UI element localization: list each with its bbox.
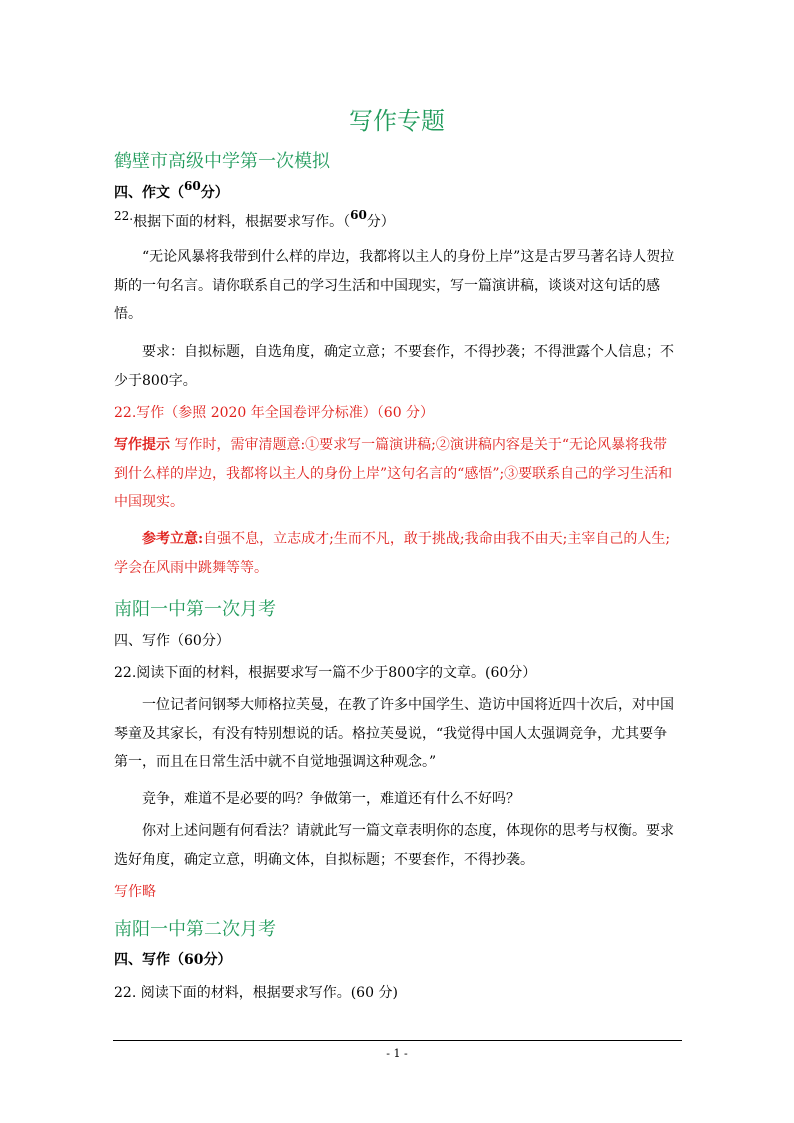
question-22 xyxy=(114,208,395,236)
question-number: 22. xyxy=(114,209,134,223)
question-22-nanyang-2: 22. 阅读下面的材料，根据要求写作。(60 分) xyxy=(114,985,398,1001)
material-paragraph-1: 一位记者问钢琴大师格拉芙曼，在教了许多中国学生、造访中国将近四十次后，对中国琴童及其家长，有没有特别想说的话。格拉芙曼说，“我觉得中国人太强调竞争，尤其要争第一，而且在日常生活中就不自觉地强调这种观念。” xyxy=(114,697,674,770)
material-paragraph-2: 竞争，难道不是必要的吗？争做第一，难道还有什么不好吗？ xyxy=(142,791,520,807)
reference-thesis-text: 自强不息，立志成才;生而不凡，敢于挑战;我命由我不由天;主宰自己的人生;学会在风雨中跳舞等等。 xyxy=(114,531,671,576)
writing-hint-label: 写作提示 xyxy=(114,437,170,453)
answer-omitted: 写作略 xyxy=(114,884,156,900)
writing-hint-text: 写作时，需审清题意:①要求写一篇演讲稿;②演讲稿内容是关于“无论风暴将我带到什么样的岸边，我都将以主人的身份上岸”这句名言的“感悟”;③要联系自己的学习生活和中国现实。 xyxy=(114,437,673,510)
section-heading-nanyang-1: 南阳一中第一次月考 xyxy=(114,599,276,620)
requirement-paragraph: 要求：自拟标题，自选角度，确定立意；不要套作，不得抄袭；不得泄露个人信息；不少于800字。 xyxy=(114,344,674,389)
section-heading-hebi: 鹤壁市高级中学第一次模拟 xyxy=(114,151,330,172)
part-heading-suffix: 分） xyxy=(200,185,229,201)
footer-divider xyxy=(113,1040,682,1041)
part-heading-composition xyxy=(114,179,229,207)
material-paragraph: “无论风暴将我带到什么样的岸边，我都将以主人的身份上岸”这是古罗马著名诗人贺拉斯的一句名言。请你联系自己的学习生活和中国现实，写一篇演讲稿，谈谈对这句话的感悟。 xyxy=(114,249,675,322)
part-heading-writing-2: 四、写作（60分） xyxy=(114,952,232,968)
answer-heading: 22.写作（参照 2020 年全国卷评分标准）（60 分） xyxy=(114,405,435,421)
part-heading-writing: 四、写作（60分） xyxy=(114,633,230,649)
writing-hint xyxy=(114,431,680,517)
question-score: 60 xyxy=(350,208,367,222)
reference-thesis-label: 参考立意: xyxy=(142,531,204,547)
section-heading-nanyang-2: 南阳一中第二次月考 xyxy=(114,919,276,940)
question-text: 根据下面的材料，根据要求写作。（ xyxy=(133,214,351,230)
part-score: 60 xyxy=(184,179,201,193)
page-title: 写作专题 xyxy=(349,107,445,135)
question-22-nanyang-1: 22.阅读下面的材料，根据要求写一篇不少于800字的文章。(60分） xyxy=(114,665,537,681)
question-text-end: 分） xyxy=(366,214,395,230)
page-number: - 1 - xyxy=(386,1047,408,1060)
reference-thesis xyxy=(114,525,680,582)
material-paragraph-3: 你对上述问题有何看法？请就此写一篇文章表明你的态度，体现你的思考与权衡。要求选好角度，确定立意，明确文体，自拟标题；不要套作，不得抄袭。 xyxy=(114,823,674,868)
part-heading-text: 四、作文（ xyxy=(114,185,184,201)
